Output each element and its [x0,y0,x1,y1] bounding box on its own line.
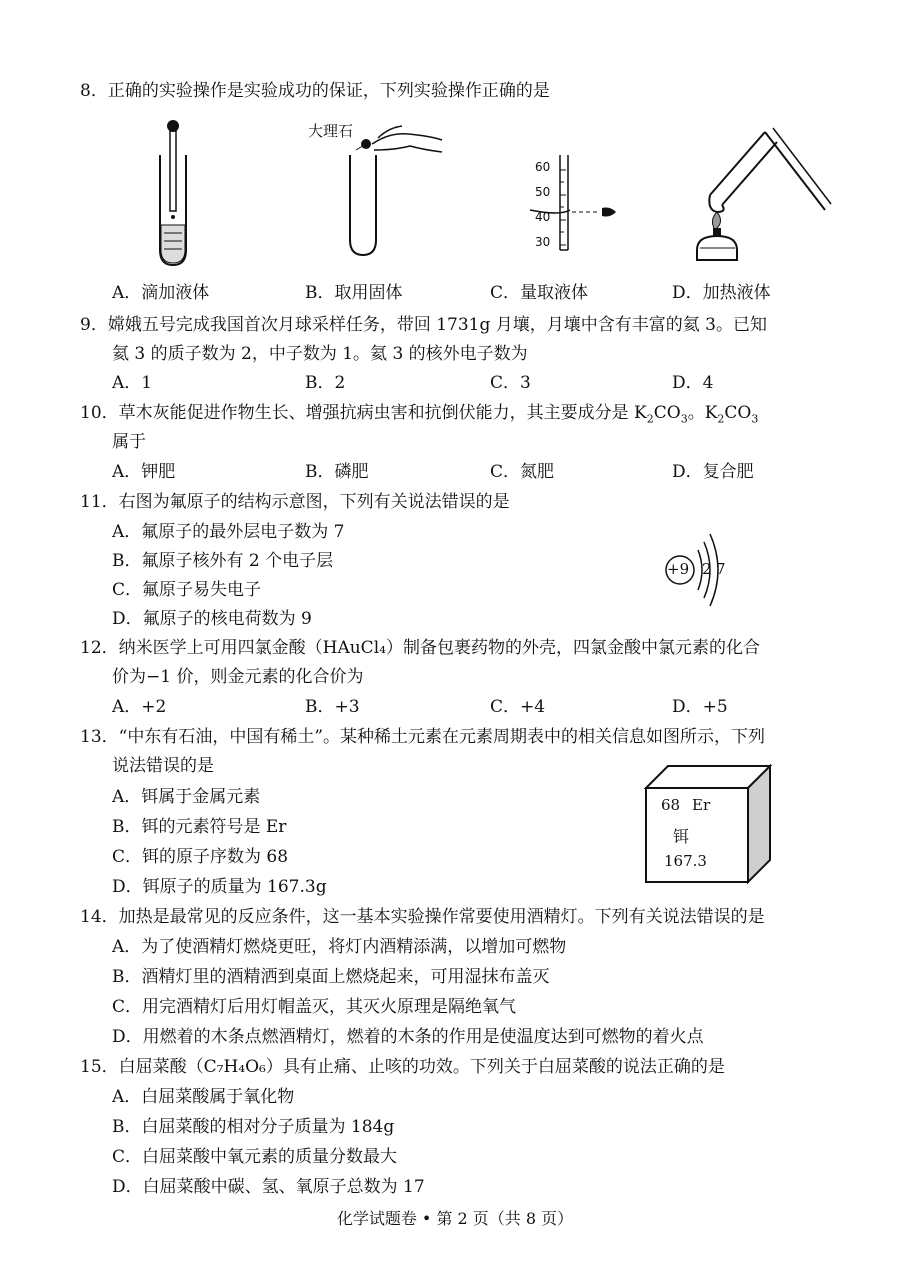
q9-stem-line2: 氦 3 的质子数为 2，中子数为 1。氦 3 的核外电子数为 [112,344,528,364]
q8-stem: 8．正确的实验操作是实验成功的保证，下列实验操作正确的是 [80,81,550,101]
q8-option-c[interactable]: C．量取液体 [490,283,589,303]
q15-option-d[interactable]: D．白屈菜酸中碳、氢、氧原子总数为 17 [112,1177,425,1197]
q11-option-b[interactable]: B．氟原子核外有 2 个电子层 [112,551,334,571]
q14-option-a[interactable]: A．为了使酒精灯燃烧更旺，将灯内酒精添满，以增加可燃物 [112,937,567,957]
q15-stem: 15．白屈菜酸（C₇H₄O₆）具有止痛、止咳的功效。下列关于白屈菜酸的说法正确的是 [80,1057,725,1077]
q10-option-a[interactable]: A．钾肥 [112,462,176,482]
q9-option-b[interactable]: B．2 [305,373,346,393]
dropper-bulb-icon [167,120,179,132]
q10-stem-line1: 10．草木灰能促进作物生长、增强抗病虫害和抗倒伏能力，其主要成分是 $K_2CO_3$。$K_2CO_3$ [80,403,759,426]
q11-option-d[interactable]: D．氟原子的核电荷数为 9 [112,609,312,629]
q13-option-d[interactable]: D．铒原子的质量为 167.3g [112,877,327,897]
q13-stem-line2: 说法错误的是 [112,756,214,776]
q14-option-c[interactable]: C．用完酒精灯后用灯帽盖灭，其灭火原理是隔绝氧气 [112,997,517,1017]
element-name: 铒 [673,827,690,846]
q8-option-b[interactable]: B．取用固体 [305,283,403,303]
scale-50: 50 [535,185,551,199]
element-atomic-mass: 167.3 [664,852,707,870]
q8-option-a[interactable]: A．滴加液体 [112,283,210,303]
q12-option-a[interactable]: A．+2 [112,697,167,717]
q14-option-d[interactable]: D．用燃着的木条点燃酒精灯，燃着的木条的作用是使温度达到可燃物的着火点 [112,1027,704,1047]
q13-option-b[interactable]: B．铒的元素符号是 Er [112,817,287,837]
q9-option-a[interactable]: A．1 [112,373,153,393]
fig-b-label: 大理石 [308,122,354,140]
element-atomic-number: 68 [661,796,681,814]
scale-30: 30 [535,235,551,249]
shell1-electrons: 2 [702,560,712,578]
element-symbol: Er [692,796,711,814]
page-footer: 化学试题卷 • 第 2 页（共 8 页） [336,1209,574,1228]
q9-option-c[interactable]: C．3 [490,373,531,393]
fig-dropping-liquid [140,115,210,270]
q15-option-a[interactable]: A．白屈菜酸属于氧化物 [112,1087,295,1107]
eye-icon [602,208,616,217]
q9-stem-line1: 9．嫦娥五号完成我国首次月球采样任务，带回 1731g 月壤，月壤中含有丰富的氦 3。已知 [80,315,767,335]
q9-option-d[interactable]: D．4 [672,373,714,393]
q12-option-c[interactable]: C．+4 [490,697,546,717]
q13-option-c[interactable]: C．铒的原子序数为 68 [112,847,289,867]
q12-option-d[interactable]: D．+5 [672,697,728,717]
q11-stem: 11．右图为氟原子的结构示意图，下列有关说法错误的是 [80,492,510,512]
nucleus-charge: +9 [667,560,690,578]
liquid-icon [161,225,185,263]
q12-stem-line2: 价为−1 价，则金元素的化合价为 [112,667,364,687]
shell2-electrons: 7 [716,560,726,578]
q13-stem-line1: 13．“中东有石油，中国有稀土”。某种稀土元素在元素周期表中的相关信息如图所示，下列 [80,727,766,747]
test-tube-icon [350,155,376,255]
fig-taking-solid [330,120,450,260]
q15-option-c[interactable]: C．白屈菜酸中氧元素的质量分数最大 [112,1147,398,1167]
q8-option-d[interactable]: D．加热液体 [672,283,771,303]
dropper-tube-icon [170,131,176,211]
q10-stem-line2: 属于 [112,432,146,452]
q13-option-a[interactable]: A．铒属于金属元素 [112,787,261,807]
hand-icon [372,126,442,152]
q15-option-b[interactable]: B．白屈菜酸的相对分子质量为 184g [112,1117,395,1137]
q12-stem-line1: 12．纳米医学上可用四氯金酸（HAuCl₄）制备包裹药物的外壳，四氯金酸中氯元素的化合 [80,638,760,658]
test-tube-holder-icon [765,132,825,210]
scale-40: 40 [535,210,551,224]
flame-icon [712,212,720,230]
q10-option-c[interactable]: C．氮肥 [490,462,555,482]
q11-option-c[interactable]: C．氟原子易失电子 [112,580,262,600]
q14-option-b[interactable]: B．酒精灯里的酒精洒到桌面上燃烧起来，可用湿抹布盖灭 [112,967,550,987]
fig-heating-liquid [695,120,835,270]
element-cell-erbium [640,760,780,885]
q11-option-a[interactable]: A．氟原子的最外层电子数为 7 [112,522,345,542]
scale-60: 60 [535,160,551,174]
q10-option-d[interactable]: D．复合肥 [672,462,754,482]
q12-option-b[interactable]: B．+3 [305,697,360,717]
q14-stem: 14．加热是最常见的反应条件，这一基本实验操作常要使用酒精灯。下列有关说法错误的是 [80,907,765,927]
q10-option-b[interactable]: B．磷肥 [305,462,369,482]
